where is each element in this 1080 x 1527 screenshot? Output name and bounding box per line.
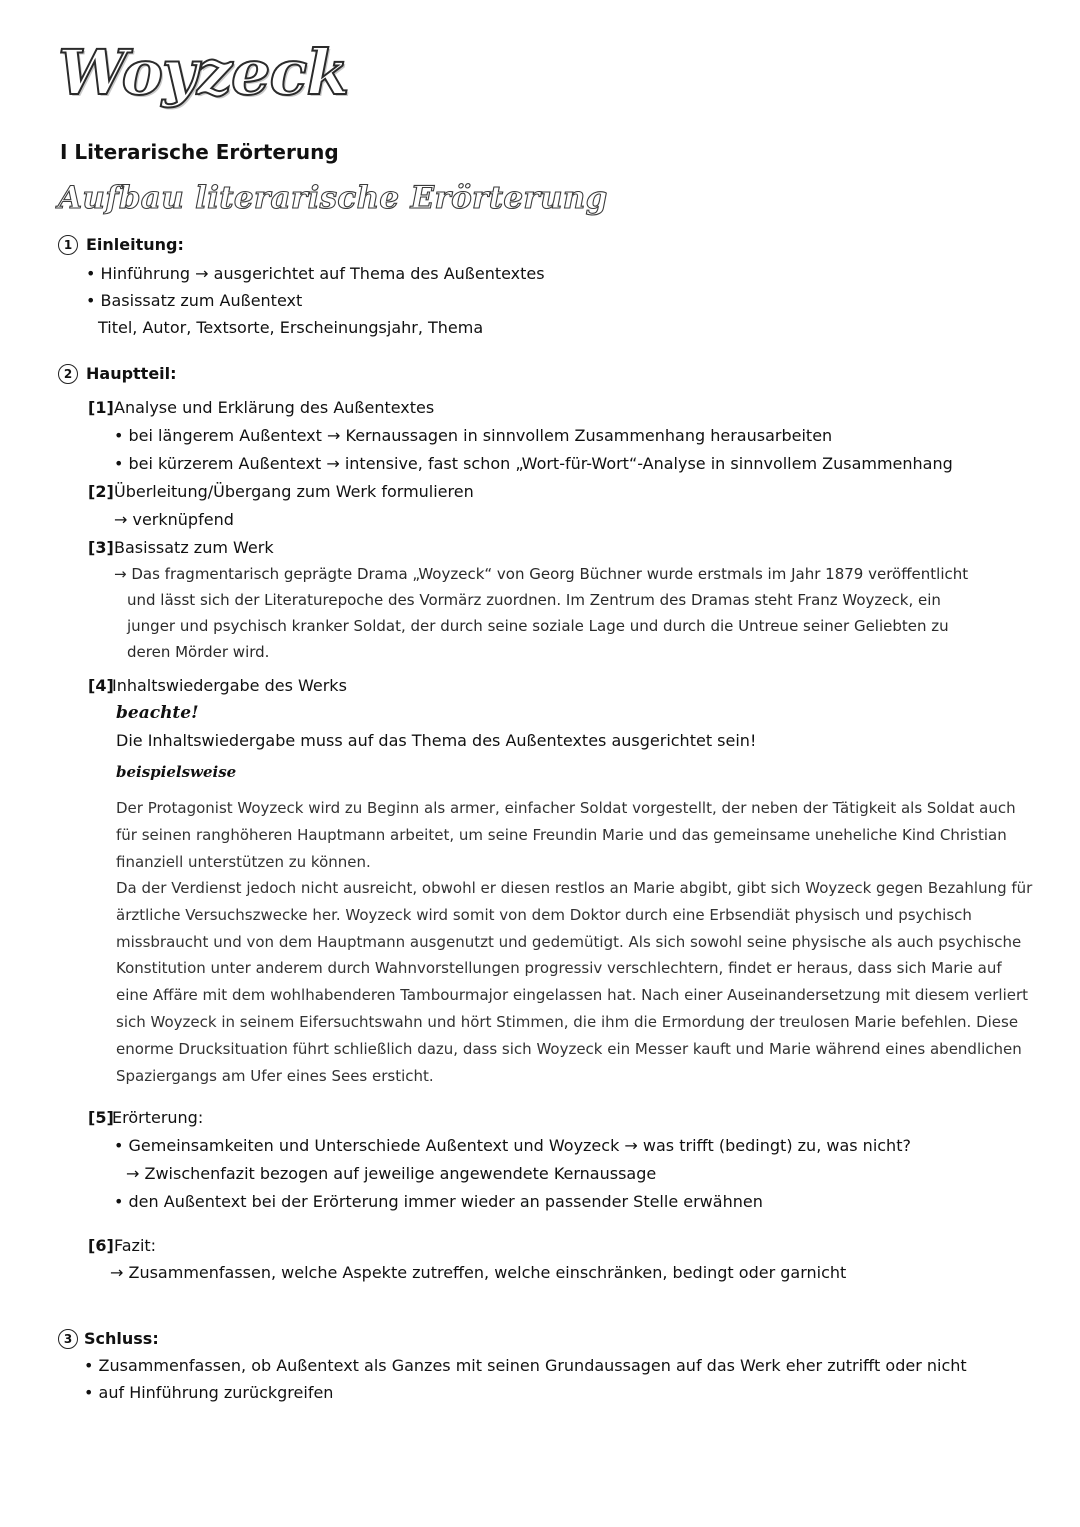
point-3-text: Basissatz zum Werk bbox=[114, 538, 274, 557]
point-2-text: Überleitung/Übergang zum Werk formulieren bbox=[114, 482, 474, 501]
circled-number-1: 1 bbox=[58, 235, 78, 255]
schluss-title: Schluss: bbox=[84, 1329, 159, 1348]
point-3-line-1: → Das fragmentarisch geprägte Drama „Woyzeck“ von Georg Büchner wurde erstmals im Jahr 1879 veröffentlicht bbox=[114, 565, 969, 583]
point-5-label: [5] bbox=[88, 1108, 114, 1127]
point-2-label: [2] bbox=[88, 482, 114, 501]
einleitung-bullet-1: • Hinführung → ausgerichtet auf Thema des Außentextes bbox=[86, 264, 545, 283]
point-2-sub: → verknüpfend bbox=[114, 510, 234, 529]
einleitung-bullet-2-detail: Titel, Autor, Textsorte, Erscheinungsjahr, Thema bbox=[98, 318, 484, 337]
point-1-bullet-1: • bei längerem Außentext → Kernaussagen in sinnvollem Zusammenhang herausarbeiten bbox=[114, 426, 833, 445]
point-6-sub: → Zusammenfassen, welche Aspekte zutreffen, welche einschränken, bedingt oder garnicht bbox=[110, 1263, 847, 1282]
point-1-bullet-2: • bei kürzerem Außentext → intensive, fast schon „Wort-für-Wort“-Analyse in sinnvollem Zusammenhang bbox=[114, 454, 953, 473]
point-5-text: Erörterung: bbox=[112, 1108, 204, 1127]
page-title: Woyzeck bbox=[58, 36, 349, 109]
note-beispielsweise: beispielsweise bbox=[116, 763, 237, 781]
point-1-text: Analyse und Erklärung des Außentextes bbox=[114, 398, 435, 417]
section-heading: I Literarische Erörterung bbox=[60, 140, 339, 164]
point-5-bullet-1: • Gemeinsamkeiten und Unterschiede Außentext und Woyzeck → was trifft (bedingt) zu, was nicht? bbox=[114, 1136, 911, 1155]
circled-number-3: 3 bbox=[58, 1329, 78, 1349]
point-5-bullet-2: • den Außentext bei der Erörterung immer wieder an passender Stelle erwähnen bbox=[114, 1192, 763, 1211]
schluss-bullet-1: • Zusammenfassen, ob Außentext als Ganzes mit seinen Grundaussagen auf das Werk eher zutrifft oder nicht bbox=[84, 1356, 967, 1375]
subheading: Aufbau literarische Erörterung bbox=[58, 180, 608, 216]
point-6-label: [6] bbox=[88, 1236, 114, 1255]
hauptteil-title: Hauptteil: bbox=[86, 364, 177, 383]
einleitung-bullet-2: • Basissatz zum Außentext bbox=[86, 291, 303, 310]
point-5-bullet-1-sub: → Zwischenfazit bezogen auf jeweilige angewendete Kernaussage bbox=[126, 1164, 657, 1183]
schluss-bullet-2: • auf Hinführung zurückgreifen bbox=[84, 1383, 334, 1402]
point-3-line-2: und lässt sich der Literaturepoche des Vormärz zuordnen. Im Zentrum des Dramas steht Franz Woyzeck, ein bbox=[127, 591, 941, 609]
point-3-label: [3] bbox=[88, 538, 114, 557]
example-paragraph-1: Der Protagonist Woyzeck wird zu Beginn als armer, einfacher Soldat vorgestellt, der neben der Tätigkeit als Soldat auch für seinen ranghöheren Hauptmann arbeitet, um seine Freundin Marie und das gemeinsame uneheliche Kind Christian finanziell unterstützen zu können. bbox=[116, 799, 1016, 871]
point-4-text: Inhaltswiedergabe des Werks bbox=[112, 676, 347, 695]
example-paragraph-2: Da der Verdienst jedoch nicht ausreicht, obwohl er diesen restlos an Marie abgibt, gibt sich Woyzeck gegen Bezahlung für ärztliche Versuchszwecke her. Woyzeck wird somit von dem Doktor durch eine Erbsendiät physisch und psychisch missbraucht und von dem Hauptmann ausgenutzt und gedemütigt. Als sich sowohl seine physische als auch psychische Konstitution unter anderem durch Wahnvorstellungen progressiv verschlechtern, findet er heraus, dass sich Marie auf eine Affäre mit dem wohlhabenderen Tambourmajor eingelassen hat. Nach einer Auseinandersetzung mit diesem verliert sich Woyzeck in seinem Eifersuchtswahn und hört Stimmen, die ihm die Ermordung der treulosen Marie befehlen. Diese enorme Drucksituation führt schließlich dazu, dass sich Woyzeck ein Messer kauft und Marie während eines abendlichen Spaziergangs am Ufer eines Sees ersticht. bbox=[116, 879, 1033, 1085]
point-3-line-3: junger und psychisch kranker Soldat, der durch seine soziale Lage und durch die Untreue seiner Geliebten zu bbox=[127, 617, 949, 635]
circled-number-2: 2 bbox=[58, 364, 78, 384]
point-4-label: [4] bbox=[88, 676, 114, 695]
point-1-label: [1] bbox=[88, 398, 114, 417]
note-beachte: beachte! bbox=[116, 703, 199, 723]
point-3-line-4: deren Mörder wird. bbox=[127, 643, 270, 661]
einleitung-title: Einleitung: bbox=[86, 235, 184, 254]
point-6-text: Fazit: bbox=[114, 1236, 157, 1255]
note-beachte-text: Die Inhaltswiedergabe muss auf das Thema des Außentextes ausgerichtet sein! bbox=[116, 731, 757, 750]
